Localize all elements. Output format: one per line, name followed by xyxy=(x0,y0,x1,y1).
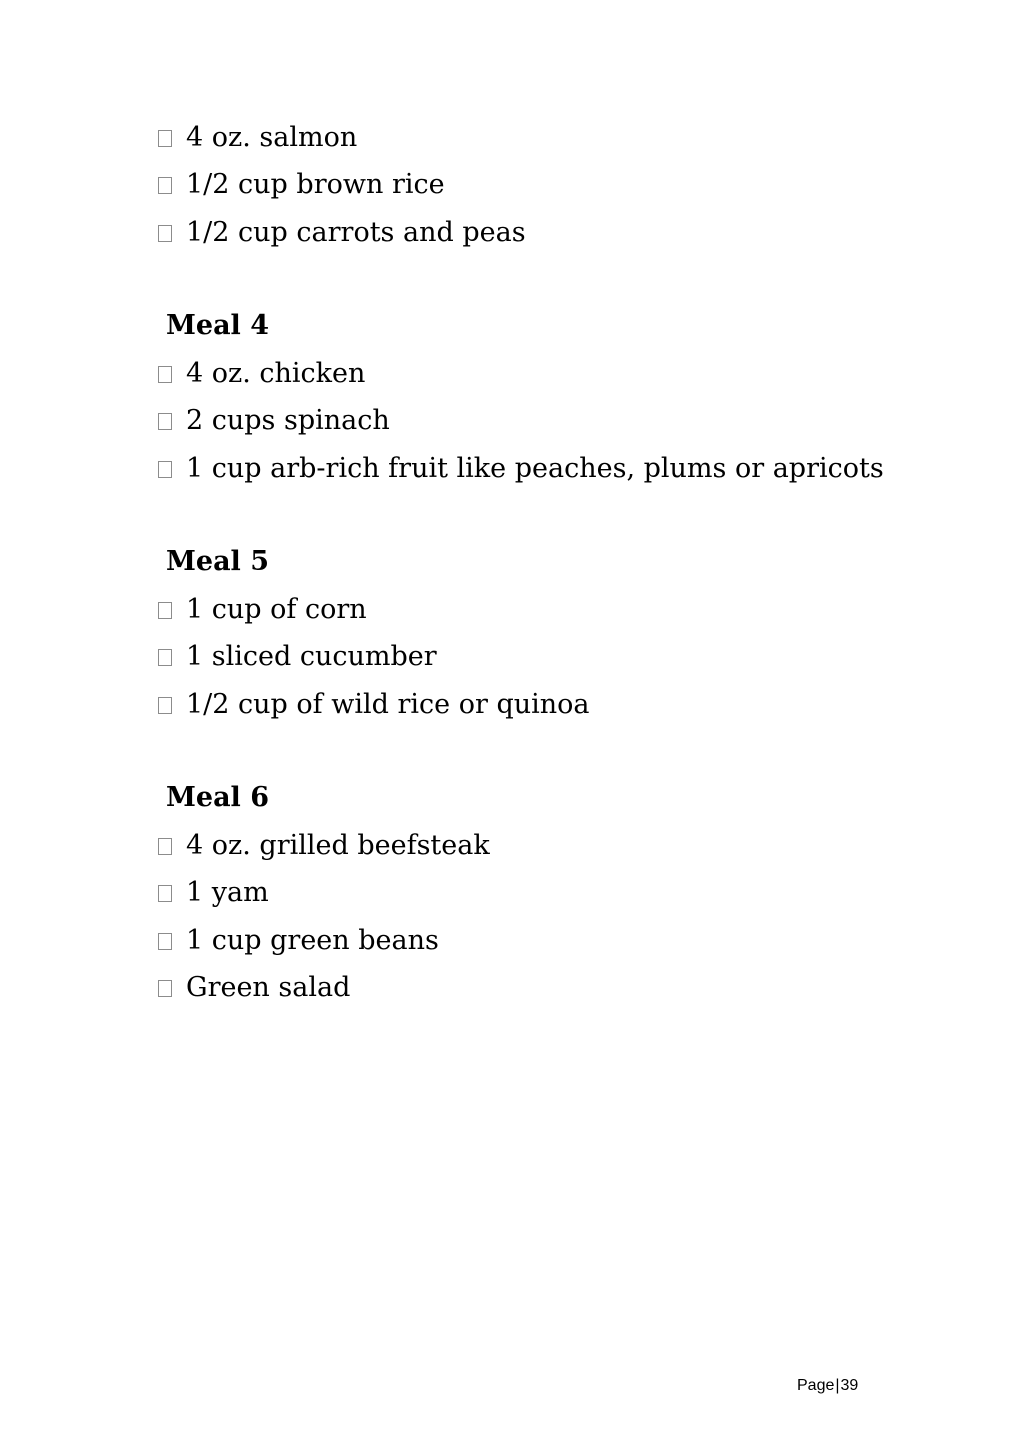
list-item-text: 4 oz. grilled beefsteak xyxy=(186,830,490,861)
list-item xyxy=(158,687,590,723)
checkbox-bullet-icon xyxy=(158,366,172,383)
checkbox-bullet-icon xyxy=(158,602,172,619)
list-item xyxy=(158,970,350,1006)
checkbox-bullet-icon xyxy=(158,177,172,194)
checkbox-bullet-icon xyxy=(158,885,172,902)
checkbox-bullet-icon xyxy=(158,649,172,666)
list-item xyxy=(158,403,390,439)
page-label: Page xyxy=(797,1377,835,1394)
page-separator: | xyxy=(835,1377,840,1394)
meal-heading: Meal 4 xyxy=(166,310,270,341)
list-item-text: Green salad xyxy=(186,972,351,1003)
checkbox-bullet-icon xyxy=(158,130,172,147)
list-item-text: 1/2 cup of wild rice or quinoa xyxy=(186,689,590,720)
list-item-text: 1 sliced cucumber xyxy=(186,641,437,672)
list-item-text: 1 yam xyxy=(186,877,269,908)
checkbox-bullet-icon xyxy=(158,697,172,714)
page-number: 39 xyxy=(840,1377,859,1394)
list-item-text: 1 cup green beans xyxy=(186,925,439,956)
list-item xyxy=(158,167,445,203)
page-footer xyxy=(797,1376,858,1396)
list-item-text: 1 cup arb-rich fruit like peaches, plums or apricots xyxy=(186,453,884,484)
list-item-text: 4 oz. chicken xyxy=(186,358,366,389)
list-item xyxy=(158,639,437,675)
list-item-text: 4 oz. salmon xyxy=(186,122,358,153)
checkbox-bullet-icon xyxy=(158,461,172,478)
list-item-text: 1/2 cup carrots and peas xyxy=(186,217,526,248)
list-item xyxy=(158,356,365,392)
meal-heading: Meal 5 xyxy=(166,546,270,577)
checkbox-bullet-icon xyxy=(158,933,172,950)
list-item xyxy=(158,451,884,487)
checkbox-bullet-icon xyxy=(158,838,172,855)
list-item xyxy=(158,592,367,628)
list-item-text: 2 cups spinach xyxy=(186,405,390,436)
list-item xyxy=(158,875,269,911)
checkbox-bullet-icon xyxy=(158,225,172,242)
list-item xyxy=(158,215,526,251)
list-item xyxy=(158,923,439,959)
checkbox-bullet-icon xyxy=(158,980,172,997)
list-item xyxy=(158,828,490,864)
meal-heading: Meal 6 xyxy=(166,782,270,813)
checkbox-bullet-icon xyxy=(158,413,172,430)
list-item xyxy=(158,120,357,156)
list-item-text: 1/2 cup brown rice xyxy=(186,169,445,200)
list-item-text: 1 cup of corn xyxy=(186,594,367,625)
